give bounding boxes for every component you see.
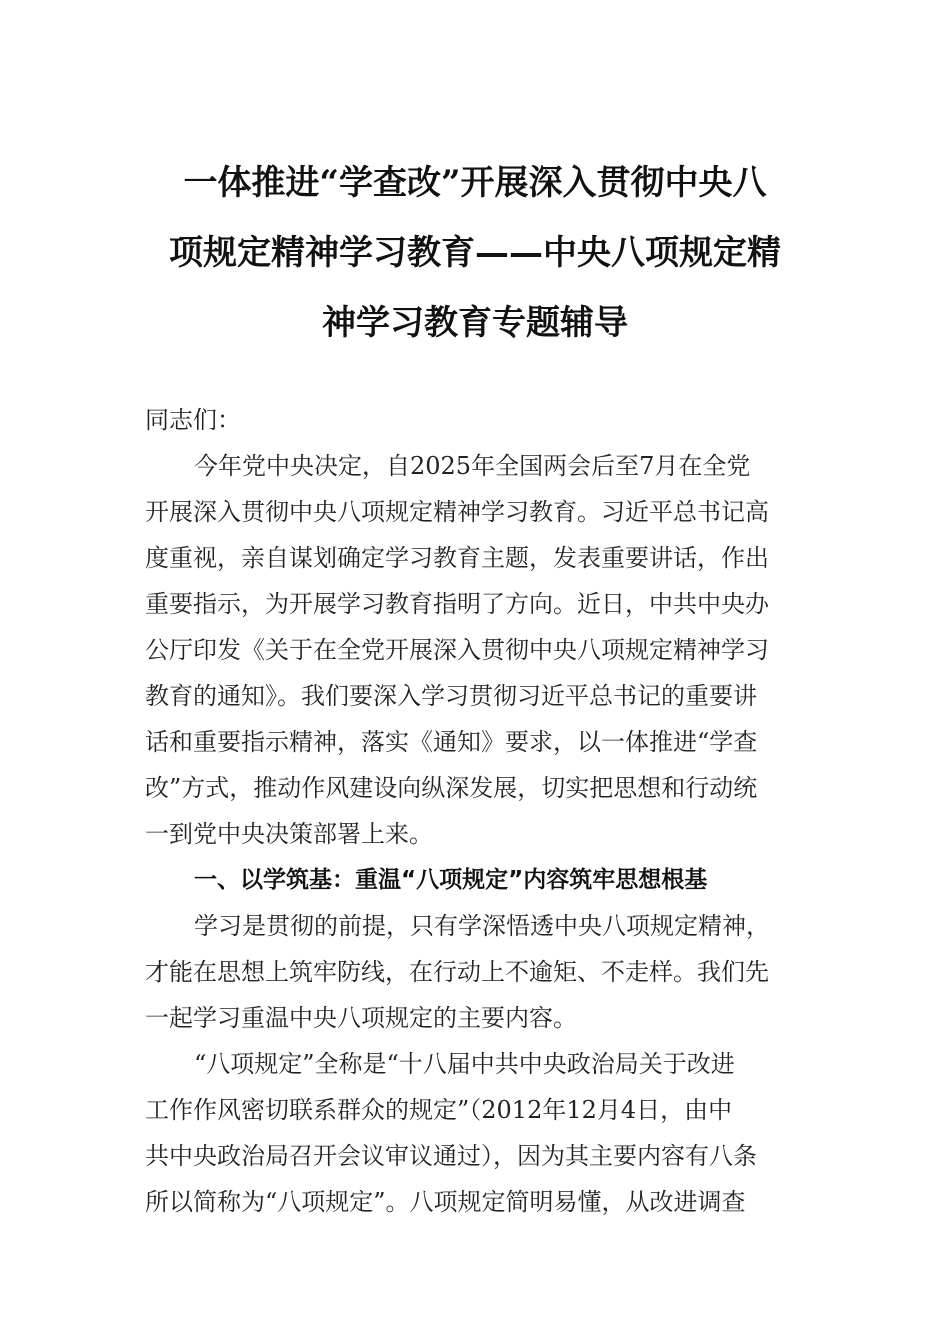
title-line-1: 一体推进“学查改”开展深入贯彻中央八 [183, 163, 767, 203]
paragraph-line: 一起学习重温中央八项规定的主要内容。 [145, 1004, 577, 1032]
document-title [145, 160, 805, 370]
title-line-2: 项规定精神学习教育——中央八项规定精 [169, 233, 781, 273]
section-heading: 一、以学筑基：重温“八项规定”内容筑牢思想根基 [194, 867, 708, 893]
paragraph-intro [145, 443, 805, 857]
paragraph-line: 工作作风密切联系群众的规定”（2012年12月4日，由中 [145, 1096, 733, 1124]
paragraph-study [145, 903, 805, 1041]
title-line-3: 神学习教育专题辅导 [322, 303, 628, 343]
paragraph-line: 话和重要指示精神，落实《通知》要求，以一体推进“学查 [145, 728, 758, 756]
paragraph-line: 度重视，亲自谋划确定学习教育主题，发表重要讲话，作出 [145, 544, 769, 572]
paragraph-line: 所以简称为“八项规定”。八项规定简明易懂，从改进调查 [145, 1188, 746, 1216]
paragraph-line: “八项规定”全称是“十八届中共中央政治局关于改进 [194, 1050, 735, 1078]
paragraph-line: 改”方式，推动作风建设向纵深发展，切实把思想和行动统 [145, 774, 758, 802]
paragraph-line: 公厅印发《关于在全党开展深入贯彻中央八项规定精神学习 [145, 636, 769, 664]
paragraph-eight-rules [145, 1041, 805, 1225]
paragraph-line: 共中央政治局召开会议审议通过），因为其主要内容有八条 [145, 1142, 757, 1170]
salutation: 同志们： [145, 406, 241, 434]
document-body [145, 397, 805, 1225]
paragraph-line: 今年党中央决定，自2025年全国两会后至7月在全党 [194, 452, 751, 480]
paragraph-line: 学习是贯彻的前提，只有学深悟透中央八项规定精神， [194, 912, 770, 940]
paragraph-line: 重要指示，为开展学习教育指明了方向。近日，中共中央办 [145, 590, 769, 618]
paragraph-line: 开展深入贯彻中央八项规定精神学习教育。习近平总书记高 [145, 498, 769, 526]
paragraph-line: 一到党中央决策部署上来。 [145, 820, 433, 848]
paragraph-line: 教育的通知》。我们要深入学习贯彻习近平总书记的重要讲 [145, 682, 757, 710]
paragraph-line: 才能在思想上筑牢防线，在行动上不逾矩、不走样。我们先 [145, 958, 769, 986]
